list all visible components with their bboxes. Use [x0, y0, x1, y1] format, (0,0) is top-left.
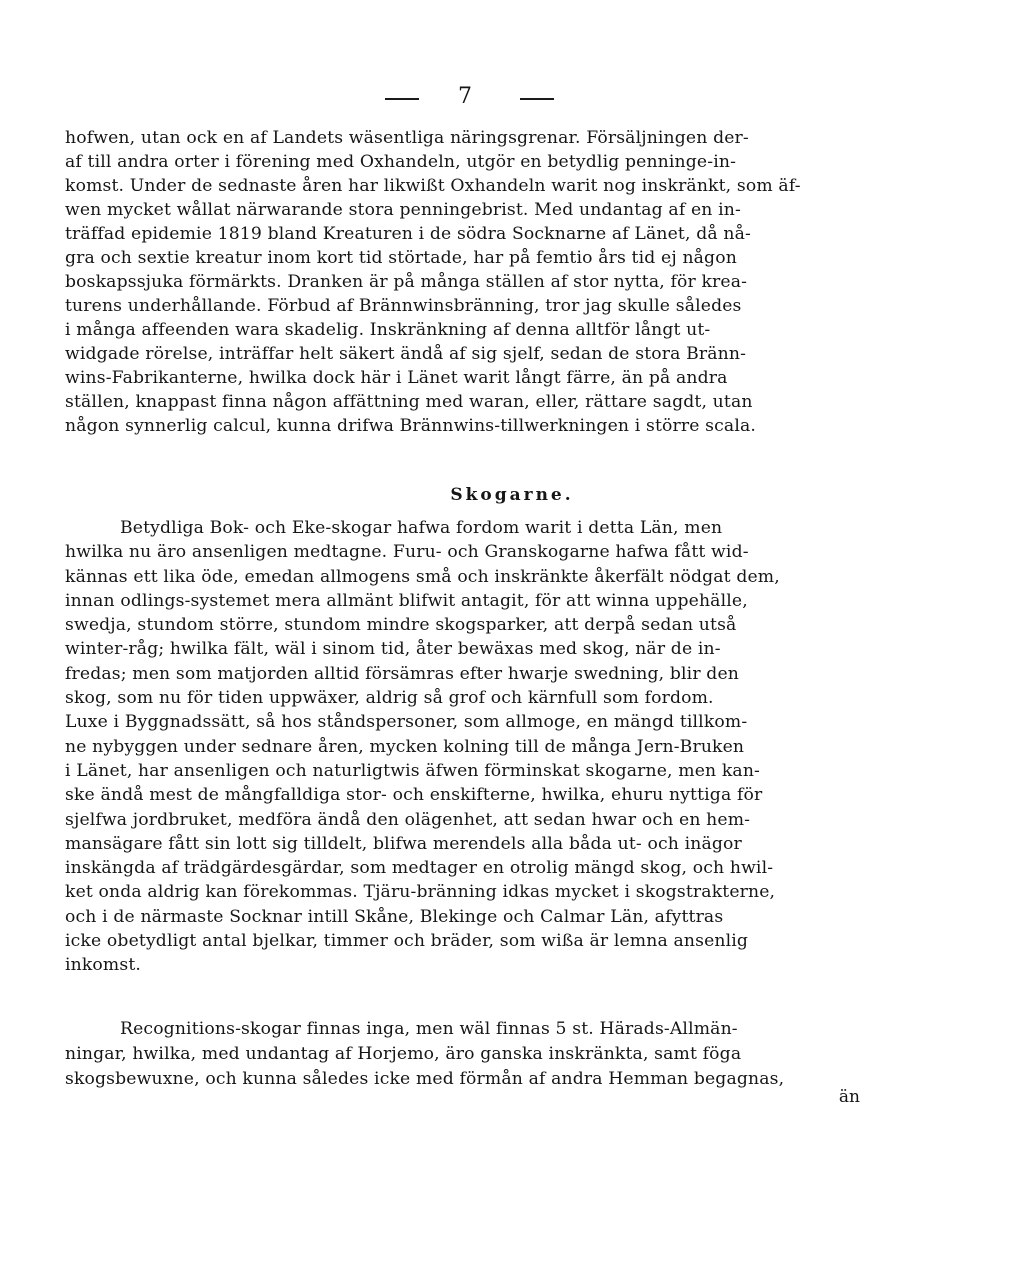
header-dash-left — [385, 98, 419, 100]
text-line: ne nybyggen under sednare åren, mycken kolning till de många Jern-Bruken — [65, 736, 745, 757]
text-line: sjelfwa jordbruket, medföra ändå den olägenhet, att sedan hwar och en hem- — [65, 809, 751, 830]
text-line: skogsbewuxne, och kunna således icke med förmån af andra Hemman begagnas, — [65, 1069, 785, 1089]
text-line: ket onda aldrig kan förekommas. Tjäru-bränning idkas mycket i skogstrakterne, — [65, 882, 776, 903]
text-line: Luxe i Byggnadssätt, så hos ståndspersoner, som allmoge, en mängd tillkom- — [65, 712, 748, 733]
paragraph-livestock — [65, 126, 870, 438]
header-dash-right — [520, 98, 554, 100]
text-line: komst. Under de sednaste åren har likwißt Oxhandeln warit nog inskränkt, som äf- — [65, 176, 801, 196]
paragraph-forests — [65, 516, 870, 978]
text-line: innan odlings-systemet mera allmänt blifwit antagit, för att winna uppehälle, — [65, 590, 748, 611]
text-line: icke obetydligt antal bjelkar, timmer och bräder, som wißa är lemna ansenlig — [65, 931, 749, 952]
text-line: af till andra orter i förening med Oxhandeln, utgör en betydlig penninge-in- — [65, 152, 737, 172]
text-line: wen mycket wållat närwarande stora penningebrist. Med undantag af en in- — [65, 200, 741, 220]
text-line: ningar, hwilka, med undantag af Horjemo, äro ganska inskränkta, samt föga — [65, 1044, 742, 1064]
text-line: mansägare fått sin lott sig tilldelt, blifwa merendels alla båda ut- och inägor — [65, 833, 742, 854]
page-header — [0, 84, 1024, 114]
text-line: någon synnerlig calcul, kunna drifwa Brännwins-tillwerkningen i större scala. — [65, 416, 756, 436]
catchword: än — [838, 1087, 860, 1107]
text-line: kännas ett lika öde, emedan allmogens små och inskränkte åkerfält nödgat dem, — [65, 566, 780, 587]
text-line: skog, som nu för tiden uppwäxer, aldrig så grof och kärnfull som fordom. — [65, 688, 714, 709]
text-line: winter-råg; hwilka fält, wäl i sinom tid, åter bewäxas med skog, när de in- — [65, 639, 721, 660]
text-line: turens underhållande. Förbud af Brännwinsbränning, tror jag skulle således — [65, 296, 742, 316]
text-line: och i de närmaste Socknar intill Skåne, Blekinge och Calmar Län, afyttras — [65, 906, 724, 927]
section-heading: Skogarne. — [450, 485, 574, 505]
text-line: fredas; men som matjorden alltid försämras efter hwarje swedning, blir den — [65, 663, 739, 684]
text-line: widgade rörelse, inträffar helt säkert ändå af sig sjelf, sedan de stora Bränn- — [65, 344, 747, 364]
paragraph-recognition-forests — [65, 1017, 870, 1092]
text-line: Betydliga Bok- och Eke-skogar hafwa fordom warit i detta Län, men — [120, 518, 723, 538]
text-line: ställen, knappast finna någon affättning med waran, eller, rättare sagdt, utan — [65, 392, 753, 412]
text-line: inskängda af trädgärdesgärdar, som medtager en otrolig mängd skog, och hwil- — [65, 858, 774, 879]
text-line: swedja, stundom större, stundom mindre skogsparker, att derpå sedan utså — [65, 615, 737, 636]
text-line: träffad epidemie 1819 bland Kreaturen i de södra Socknarne af Länet, då nå- — [65, 224, 751, 244]
text-line: Recognitions-skogar finnas inga, men wäl finnas 5 st. Härads-Allmän- — [120, 1019, 738, 1039]
text-line: ske ändå mest de mångfalldiga stor- och enskifterne, hwilka, ehuru nyttiga för — [65, 785, 763, 806]
text-line: boskapssjuka förmärkts. Dranken är på många ställen af stor nytta, för krea- — [65, 272, 748, 292]
page-number: 7 — [458, 84, 472, 109]
text-line: hwilka nu äro ansenligen medtagne. Furu- och Granskogarne hafwa fått wid- — [65, 542, 749, 563]
text-line: hofwen, utan ock en af Landets wäsentliga näringsgrenar. Försäljningen der- — [65, 128, 749, 148]
text-line: i många affeenden wara skadelig. Inskränkning af denna alltför långt ut- — [65, 320, 711, 340]
text-line: inkomst. — [65, 955, 142, 976]
text-line: i Länet, har ansenligen och naturligtwis äfwen förminskat skogarne, men kan- — [65, 760, 761, 781]
text-line: gra och sextie kreatur inom kort tid störtade, har på femtio års tid ej någon — [65, 248, 737, 268]
text-line: wins-Fabrikanterne, hwilka dock här i Länet warit långt färre, än på andra — [65, 368, 728, 388]
